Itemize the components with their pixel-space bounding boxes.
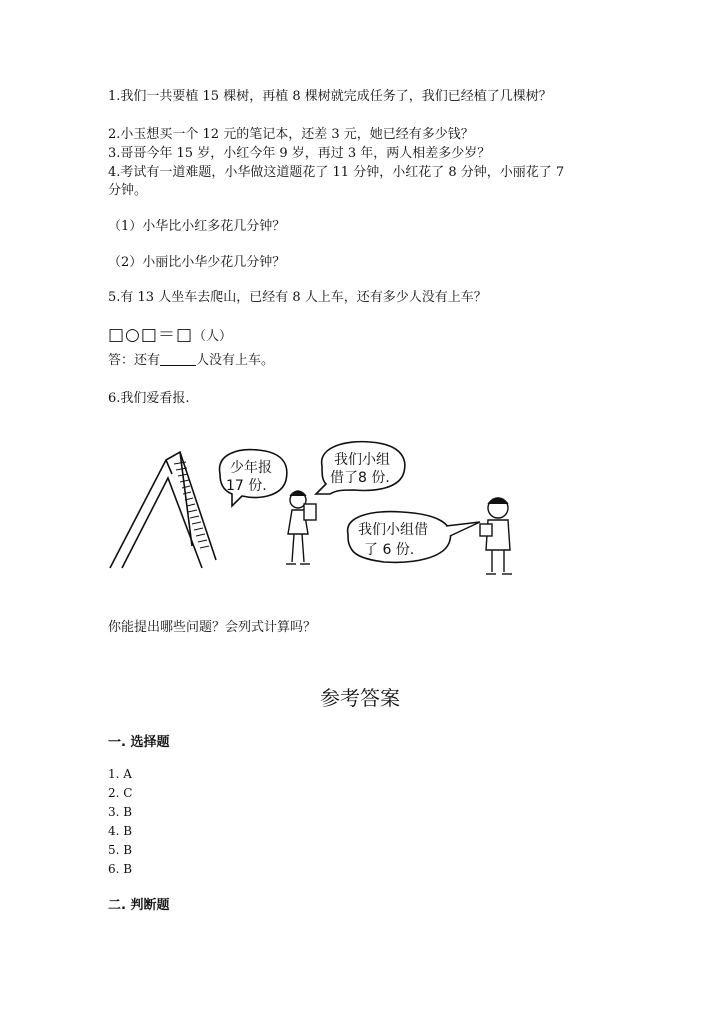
answer-item: 4. B	[108, 824, 133, 838]
question-4-line-1: 4.考试有一道难题，小华做这道题花了 11 分钟，小红花了 8 分钟，小丽花了 7	[108, 165, 565, 180]
answer-item: 3. B	[108, 805, 133, 819]
section-choice-heading: 一. 选择题	[108, 735, 170, 750]
question-4-line-2: 分钟。	[108, 183, 148, 198]
equation-unit: （人）	[193, 329, 233, 344]
question-4-sub-2: （2）小丽比小华少花几分钟？	[108, 255, 286, 270]
question-5: 5.有 13 人坐车去爬山，已经有 8 人上车，还有多少人没有上车？	[108, 290, 487, 305]
section-judgement-heading: 二. 判断题	[108, 898, 170, 913]
speech-bubble-newspaper	[220, 450, 287, 506]
ladder-illustration	[110, 452, 216, 568]
newspaper-illustration	[108, 438, 520, 578]
question-1: 1.我们一共要植 15 棵树，再植 8 棵树就完成任务了，我们已经植了几棵树？	[108, 89, 552, 104]
question-2: 2.小玉想买一个 12 元的笔记本，还差 3 元，她已经有多少钱？	[108, 127, 474, 142]
question-3: 3.哥哥今年 15 岁，小红今年 9 岁，再过 3 年，两人相差多少岁？	[108, 146, 491, 161]
answer-prefix: 答：还有	[108, 353, 161, 368]
girl-figure	[286, 491, 316, 564]
equation-template: □○□＝□	[108, 325, 194, 345]
question-6: 6.我们爱看报.	[108, 391, 190, 406]
question-5-answer-row	[108, 352, 274, 370]
answer-item: 1. A	[108, 767, 132, 781]
answer-item: 6. B	[108, 862, 133, 876]
bubble-1-line-2: 17 份.	[226, 478, 267, 494]
answer-key-title: 参考答案	[320, 686, 400, 710]
answer-item: 2. C	[108, 786, 133, 800]
bubble-2-line-1: 我们小组	[334, 452, 390, 468]
speech-bubble-group-two	[348, 512, 480, 563]
question-4-sub-1: （1）小华比小红多花几分钟？	[108, 219, 286, 234]
bubble-2-line-2: 借了8 份.	[330, 470, 390, 486]
boy-figure	[480, 498, 512, 574]
answer-suffix: 人没有上车。	[196, 353, 275, 368]
answer-item: 5. B	[108, 843, 133, 857]
bubble-3-line-1: 我们小组借	[358, 522, 428, 538]
bubble-3-line-2: 了 6 份.	[364, 542, 415, 558]
question-6-prompt: 你能提出哪些问题？会列式计算吗？	[108, 620, 317, 635]
question-5-equation-row	[108, 326, 232, 346]
bubble-1-line-1: 少年报	[230, 460, 272, 476]
speech-bubble-group-one	[316, 442, 405, 494]
answer-blank[interactable]	[160, 352, 196, 366]
